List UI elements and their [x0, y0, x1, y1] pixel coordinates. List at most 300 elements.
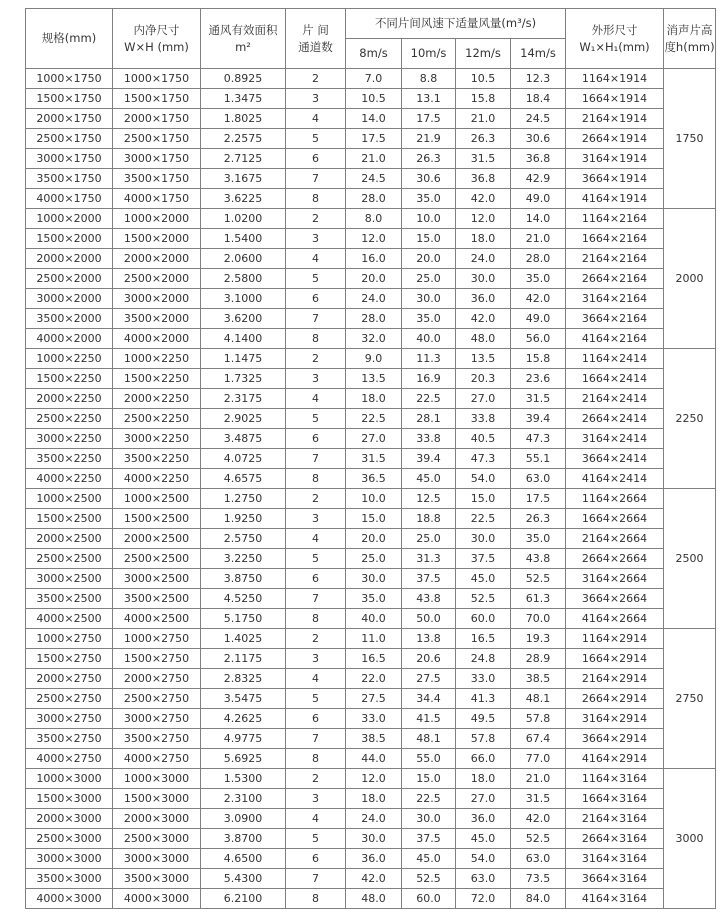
inner-size-cell: 2500×3000 — [113, 829, 201, 849]
airflow-10ms-cell: 20.0 — [402, 249, 456, 269]
header-outer-size — [566, 9, 664, 69]
channels-cell: 7 — [286, 589, 346, 609]
area-cell: 3.2250 — [201, 549, 286, 569]
inner-size-cell: 4000×2000 — [113, 329, 201, 349]
airflow-14ms-cell: 21.0 — [511, 229, 566, 249]
area-cell: 4.6500 — [201, 849, 286, 869]
airflow-8ms-cell: 35.0 — [346, 589, 402, 609]
spec-cell: 4000×2750 — [26, 749, 113, 769]
inner-size-cell: 2000×1750 — [113, 109, 201, 129]
channels-cell: 7 — [286, 729, 346, 749]
table-row — [26, 149, 716, 169]
inner-size-cell: 1000×2250 — [113, 349, 201, 369]
spec-cell: 3000×2750 — [26, 709, 113, 729]
inner-size-cell: 2500×2750 — [113, 689, 201, 709]
area-cell: 1.5400 — [201, 229, 286, 249]
inner-size-cell: 3000×2500 — [113, 569, 201, 589]
outer-size-cell: 4164×2664 — [566, 609, 664, 629]
silencer-height-cell: 2750 — [664, 629, 716, 769]
outer-size-cell: 3164×2664 — [566, 569, 664, 589]
area-cell: 1.1475 — [201, 349, 286, 369]
channels-cell: 5 — [286, 829, 346, 849]
table-row — [26, 409, 716, 429]
spec-cell: 2500×2250 — [26, 409, 113, 429]
table-row — [26, 129, 716, 149]
channels-cell: 4 — [286, 669, 346, 689]
header-area-unit: m² — [235, 39, 251, 54]
airflow-12ms-cell: 15.8 — [456, 89, 511, 109]
header-inner-size — [113, 9, 201, 69]
airflow-14ms-cell: 23.6 — [511, 369, 566, 389]
airflow-10ms-cell: 30.6 — [402, 169, 456, 189]
table-row — [26, 649, 716, 669]
airflow-10ms-cell: 34.4 — [402, 689, 456, 709]
airflow-12ms-cell: 10.5 — [456, 69, 511, 89]
airflow-12ms-cell: 18.0 — [456, 229, 511, 249]
table-row — [26, 469, 716, 489]
area-cell: 4.9775 — [201, 729, 286, 749]
airflow-14ms-cell: 30.6 — [511, 129, 566, 149]
area-cell: 2.1175 — [201, 649, 286, 669]
airflow-12ms-cell: 60.0 — [456, 609, 511, 629]
airflow-8ms-cell: 18.0 — [346, 789, 402, 809]
airflow-10ms-cell: 45.0 — [402, 469, 456, 489]
airflow-8ms-cell: 25.0 — [346, 549, 402, 569]
airflow-14ms-cell: 52.5 — [511, 829, 566, 849]
spec-cell: 3500×2750 — [26, 729, 113, 749]
area-cell: 1.5300 — [201, 769, 286, 789]
inner-size-cell: 2500×1750 — [113, 129, 201, 149]
channels-cell: 4 — [286, 389, 346, 409]
header-inner-size-title: 内净尺寸 — [133, 22, 180, 37]
area-cell: 2.8325 — [201, 669, 286, 689]
inner-size-cell: 3500×2000 — [113, 309, 201, 329]
outer-size-cell: 1164×2914 — [566, 629, 664, 649]
outer-size-cell: 1664×2414 — [566, 369, 664, 389]
airflow-14ms-cell: 31.5 — [511, 389, 566, 409]
airflow-12ms-cell: 57.8 — [456, 729, 511, 749]
airflow-8ms-cell: 11.0 — [346, 629, 402, 649]
outer-size-cell: 4164×1914 — [566, 189, 664, 209]
channels-cell: 3 — [286, 89, 346, 109]
airflow-14ms-cell: 48.1 — [511, 689, 566, 709]
airflow-14ms-cell: 56.0 — [511, 329, 566, 349]
airflow-14ms-cell: 24.5 — [511, 109, 566, 129]
area-cell: 2.0600 — [201, 249, 286, 269]
header-outer-size-unit: W₁×H₁(mm) — [579, 39, 650, 54]
airflow-10ms-cell: 30.0 — [402, 809, 456, 829]
table-row — [26, 569, 716, 589]
airflow-10ms-cell: 22.5 — [402, 789, 456, 809]
table-row — [26, 749, 716, 769]
spec-cell: 3500×2500 — [26, 589, 113, 609]
spec-cell: 3000×3000 — [26, 849, 113, 869]
airflow-8ms-cell: 7.0 — [346, 69, 402, 89]
outer-size-cell: 1164×1914 — [566, 69, 664, 89]
area-cell: 1.0200 — [201, 209, 286, 229]
table-header — [26, 9, 716, 69]
airflow-14ms-cell: 42.0 — [511, 809, 566, 829]
outer-size-cell: 1664×2664 — [566, 509, 664, 529]
airflow-10ms-cell: 25.0 — [402, 269, 456, 289]
airflow-12ms-cell: 42.0 — [456, 189, 511, 209]
outer-size-cell: 3164×3164 — [566, 849, 664, 869]
table-row — [26, 209, 716, 229]
airflow-14ms-cell: 12.3 — [511, 69, 566, 89]
table-row — [26, 609, 716, 629]
airflow-12ms-cell: 47.3 — [456, 449, 511, 469]
inner-size-cell: 3500×2250 — [113, 449, 201, 469]
table-row — [26, 309, 716, 329]
table-row — [26, 269, 716, 289]
airflow-14ms-cell: 49.0 — [511, 189, 566, 209]
area-cell: 3.1675 — [201, 169, 286, 189]
table-row — [26, 829, 716, 849]
spec-cell: 1000×2750 — [26, 629, 113, 649]
airflow-14ms-cell: 26.3 — [511, 509, 566, 529]
airflow-8ms-cell: 20.0 — [346, 269, 402, 289]
airflow-12ms-cell: 24.8 — [456, 649, 511, 669]
airflow-14ms-cell: 35.0 — [511, 529, 566, 549]
airflow-8ms-cell: 27.0 — [346, 429, 402, 449]
channels-cell: 8 — [286, 469, 346, 489]
channels-cell: 8 — [286, 329, 346, 349]
outer-size-cell: 1164×2414 — [566, 349, 664, 369]
table-row — [26, 629, 716, 649]
airflow-14ms-cell: 63.0 — [511, 849, 566, 869]
airflow-10ms-cell: 35.0 — [402, 309, 456, 329]
table-row — [26, 849, 716, 869]
airflow-8ms-cell: 42.0 — [346, 869, 402, 889]
airflow-14ms-cell: 28.9 — [511, 649, 566, 669]
airflow-10ms-cell: 41.5 — [402, 709, 456, 729]
outer-size-cell: 1664×2164 — [566, 229, 664, 249]
airflow-10ms-cell: 16.9 — [402, 369, 456, 389]
airflow-12ms-cell: 33.0 — [456, 669, 511, 689]
channels-cell: 3 — [286, 229, 346, 249]
airflow-14ms-cell: 15.8 — [511, 349, 566, 369]
outer-size-cell: 2664×2414 — [566, 409, 664, 429]
outer-size-cell: 2664×1914 — [566, 129, 664, 149]
airflow-10ms-cell: 15.0 — [402, 229, 456, 249]
spec-cell: 2000×2750 — [26, 669, 113, 689]
airflow-8ms-cell: 14.0 — [346, 109, 402, 129]
channels-cell: 4 — [286, 249, 346, 269]
airflow-12ms-cell: 21.0 — [456, 109, 511, 129]
table-row — [26, 589, 716, 609]
airflow-10ms-cell: 40.0 — [402, 329, 456, 349]
channels-cell: 7 — [286, 169, 346, 189]
area-cell: 3.4875 — [201, 429, 286, 449]
table-row — [26, 249, 716, 269]
header-speed-10: 10m/s — [402, 39, 456, 69]
outer-size-cell: 3664×1914 — [566, 169, 664, 189]
table-row — [26, 509, 716, 529]
airflow-10ms-cell: 33.8 — [402, 429, 456, 449]
outer-size-cell: 3164×2414 — [566, 429, 664, 449]
inner-size-cell: 2000×3000 — [113, 809, 201, 829]
inner-size-cell: 3000×2750 — [113, 709, 201, 729]
airflow-12ms-cell: 30.0 — [456, 529, 511, 549]
airflow-8ms-cell: 9.0 — [346, 349, 402, 369]
airflow-8ms-cell: 28.0 — [346, 309, 402, 329]
airflow-12ms-cell: 48.0 — [456, 329, 511, 349]
header-silencer-height-line2: 度h(mm) — [664, 39, 715, 54]
area-cell: 5.6925 — [201, 749, 286, 769]
spec-cell: 1000×3000 — [26, 769, 113, 789]
airflow-8ms-cell: 17.5 — [346, 129, 402, 149]
inner-size-cell: 2000×2250 — [113, 389, 201, 409]
channels-cell: 2 — [286, 69, 346, 89]
airflow-12ms-cell: 63.0 — [456, 869, 511, 889]
channels-cell: 5 — [286, 549, 346, 569]
channels-cell: 5 — [286, 129, 346, 149]
inner-size-cell: 1000×2500 — [113, 489, 201, 509]
spec-cell: 2000×2250 — [26, 389, 113, 409]
channels-cell: 3 — [286, 649, 346, 669]
area-cell: 4.6575 — [201, 469, 286, 489]
airflow-12ms-cell: 40.5 — [456, 429, 511, 449]
table-row — [26, 709, 716, 729]
airflow-8ms-cell: 10.5 — [346, 89, 402, 109]
table-row — [26, 889, 716, 909]
table-row — [26, 109, 716, 129]
airflow-8ms-cell: 48.0 — [346, 889, 402, 909]
area-cell: 3.6225 — [201, 189, 286, 209]
channels-cell: 7 — [286, 449, 346, 469]
header-channels-line2: 通道数 — [298, 39, 333, 54]
outer-size-cell: 1664×2914 — [566, 649, 664, 669]
outer-size-cell: 1664×1914 — [566, 89, 664, 109]
outer-size-cell: 2664×2164 — [566, 269, 664, 289]
airflow-8ms-cell: 12.0 — [346, 769, 402, 789]
table-body — [26, 69, 716, 909]
outer-size-cell: 1164×3164 — [566, 769, 664, 789]
channels-cell: 3 — [286, 509, 346, 529]
inner-size-cell: 2500×2250 — [113, 409, 201, 429]
airflow-12ms-cell: 36.0 — [456, 809, 511, 829]
outer-size-cell: 3664×3164 — [566, 869, 664, 889]
airflow-12ms-cell: 27.0 — [456, 789, 511, 809]
airflow-14ms-cell: 17.5 — [511, 489, 566, 509]
airflow-10ms-cell: 30.0 — [402, 289, 456, 309]
outer-size-cell: 1164×2164 — [566, 209, 664, 229]
airflow-12ms-cell: 12.0 — [456, 209, 511, 229]
channels-cell: 7 — [286, 309, 346, 329]
spec-cell: 4000×3000 — [26, 889, 113, 909]
spec-cell: 4000×2500 — [26, 609, 113, 629]
inner-size-cell: 3000×3000 — [113, 849, 201, 869]
table-row — [26, 689, 716, 709]
airflow-10ms-cell: 39.4 — [402, 449, 456, 469]
airflow-10ms-cell: 43.8 — [402, 589, 456, 609]
airflow-12ms-cell: 54.0 — [456, 469, 511, 489]
spec-cell: 2500×2500 — [26, 549, 113, 569]
spec-cell: 1500×2000 — [26, 229, 113, 249]
area-cell: 2.7125 — [201, 149, 286, 169]
channels-cell: 5 — [286, 269, 346, 289]
table-row — [26, 769, 716, 789]
airflow-10ms-cell: 28.1 — [402, 409, 456, 429]
area-cell: 3.1000 — [201, 289, 286, 309]
airflow-8ms-cell: 22.0 — [346, 669, 402, 689]
airflow-12ms-cell: 37.5 — [456, 549, 511, 569]
area-cell: 0.8925 — [201, 69, 286, 89]
inner-size-cell: 3000×2250 — [113, 429, 201, 449]
inner-size-cell: 3500×2750 — [113, 729, 201, 749]
outer-size-cell: 1164×2664 — [566, 489, 664, 509]
airflow-14ms-cell: 14.0 — [511, 209, 566, 229]
channels-cell: 6 — [286, 709, 346, 729]
airflow-12ms-cell: 72.0 — [456, 889, 511, 909]
channels-cell: 2 — [286, 209, 346, 229]
airflow-8ms-cell: 12.0 — [346, 229, 402, 249]
airflow-14ms-cell: 70.0 — [511, 609, 566, 629]
channels-cell: 5 — [286, 689, 346, 709]
area-cell: 2.3100 — [201, 789, 286, 809]
airflow-14ms-cell: 28.0 — [511, 249, 566, 269]
outer-size-cell: 2164×3164 — [566, 809, 664, 829]
header-silencer-height — [664, 9, 716, 69]
outer-size-cell: 3664×2914 — [566, 729, 664, 749]
inner-size-cell: 1500×2750 — [113, 649, 201, 669]
area-cell: 4.1400 — [201, 329, 286, 349]
airflow-8ms-cell: 32.0 — [346, 329, 402, 349]
airflow-14ms-cell: 57.8 — [511, 709, 566, 729]
silencer-height-cell: 2500 — [664, 489, 716, 629]
inner-size-cell: 3000×1750 — [113, 149, 201, 169]
airflow-10ms-cell: 26.3 — [402, 149, 456, 169]
table-row — [26, 429, 716, 449]
spec-cell: 2500×3000 — [26, 829, 113, 849]
channels-cell: 2 — [286, 349, 346, 369]
channels-cell: 2 — [286, 629, 346, 649]
airflow-12ms-cell: 54.0 — [456, 849, 511, 869]
area-cell: 4.0725 — [201, 449, 286, 469]
airflow-10ms-cell: 11.3 — [402, 349, 456, 369]
airflow-10ms-cell: 27.5 — [402, 669, 456, 689]
airflow-10ms-cell: 18.8 — [402, 509, 456, 529]
airflow-12ms-cell: 49.5 — [456, 709, 511, 729]
inner-size-cell: 1500×2500 — [113, 509, 201, 529]
airflow-12ms-cell: 15.0 — [456, 489, 511, 509]
spec-cell: 4000×1750 — [26, 189, 113, 209]
airflow-10ms-cell: 17.5 — [402, 109, 456, 129]
airflow-8ms-cell: 30.0 — [346, 569, 402, 589]
table-row — [26, 69, 716, 89]
airflow-12ms-cell: 36.0 — [456, 289, 511, 309]
spec-cell: 2500×2750 — [26, 689, 113, 709]
outer-size-cell: 3164×2164 — [566, 289, 664, 309]
header-silencer-height-line1: 消声片高 — [666, 22, 713, 37]
airflow-14ms-cell: 67.4 — [511, 729, 566, 749]
channels-cell: 8 — [286, 189, 346, 209]
spec-cell: 2500×1750 — [26, 129, 113, 149]
area-cell: 5.1750 — [201, 609, 286, 629]
inner-size-cell: 2000×2000 — [113, 249, 201, 269]
airflow-10ms-cell: 13.1 — [402, 89, 456, 109]
inner-size-cell: 4000×2250 — [113, 469, 201, 489]
airflow-14ms-cell: 47.3 — [511, 429, 566, 449]
airflow-14ms-cell: 31.5 — [511, 789, 566, 809]
area-cell: 5.4300 — [201, 869, 286, 889]
header-outer-size-title: 外形尺寸 — [591, 22, 638, 37]
airflow-8ms-cell: 8.0 — [346, 209, 402, 229]
airflow-8ms-cell: 44.0 — [346, 749, 402, 769]
inner-size-cell: 1500×2000 — [113, 229, 201, 249]
airflow-12ms-cell: 16.5 — [456, 629, 511, 649]
header-speed-12: 12m/s — [456, 39, 511, 69]
channels-cell: 4 — [286, 529, 346, 549]
airflow-14ms-cell: 35.0 — [511, 269, 566, 289]
inner-size-cell: 1000×3000 — [113, 769, 201, 789]
airflow-12ms-cell: 42.0 — [456, 309, 511, 329]
outer-size-cell: 2164×2914 — [566, 669, 664, 689]
outer-size-cell: 3164×2914 — [566, 709, 664, 729]
outer-size-cell: 3664×2664 — [566, 589, 664, 609]
airflow-10ms-cell: 31.3 — [402, 549, 456, 569]
silencer-height-cell: 2250 — [664, 349, 716, 489]
airflow-10ms-cell: 52.5 — [402, 869, 456, 889]
outer-size-cell: 3664×2414 — [566, 449, 664, 469]
outer-size-cell: 3664×2164 — [566, 309, 664, 329]
channels-cell: 8 — [286, 749, 346, 769]
channels-cell: 3 — [286, 789, 346, 809]
table-row — [26, 189, 716, 209]
table-row — [26, 729, 716, 749]
airflow-8ms-cell: 13.5 — [346, 369, 402, 389]
area-cell: 1.8025 — [201, 109, 286, 129]
channels-cell: 2 — [286, 489, 346, 509]
airflow-14ms-cell: 39.4 — [511, 409, 566, 429]
outer-size-cell: 4164×2914 — [566, 749, 664, 769]
area-cell: 1.7325 — [201, 369, 286, 389]
spec-cell: 2000×2000 — [26, 249, 113, 269]
spec-cell: 1000×1750 — [26, 69, 113, 89]
area-cell: 1.3475 — [201, 89, 286, 109]
spec-cell: 3500×3000 — [26, 869, 113, 889]
header-spec: 规格(mm) — [26, 9, 113, 69]
airflow-10ms-cell: 48.1 — [402, 729, 456, 749]
table-row — [26, 529, 716, 549]
channels-cell: 3 — [286, 369, 346, 389]
channels-cell: 2 — [286, 769, 346, 789]
airflow-12ms-cell: 45.0 — [456, 569, 511, 589]
area-cell: 4.2625 — [201, 709, 286, 729]
airflow-10ms-cell: 12.5 — [402, 489, 456, 509]
channels-cell: 6 — [286, 149, 346, 169]
header-channels-line1: 片 间 — [302, 22, 329, 37]
airflow-14ms-cell: 61.3 — [511, 589, 566, 609]
airflow-8ms-cell: 16.0 — [346, 249, 402, 269]
inner-size-cell: 1500×2250 — [113, 369, 201, 389]
airflow-8ms-cell: 36.5 — [346, 469, 402, 489]
inner-size-cell: 2500×2500 — [113, 549, 201, 569]
airflow-10ms-cell: 37.5 — [402, 569, 456, 589]
channels-cell: 5 — [286, 409, 346, 429]
airflow-8ms-cell: 30.0 — [346, 829, 402, 849]
inner-size-cell: 1000×2000 — [113, 209, 201, 229]
inner-size-cell: 4000×2500 — [113, 609, 201, 629]
inner-size-cell: 1500×3000 — [113, 789, 201, 809]
channels-cell: 4 — [286, 809, 346, 829]
spec-cell: 1500×2500 — [26, 509, 113, 529]
table-row — [26, 229, 716, 249]
silencer-height-cell: 3000 — [664, 769, 716, 909]
inner-size-cell: 3500×2500 — [113, 589, 201, 609]
airflow-14ms-cell: 55.1 — [511, 449, 566, 469]
area-cell: 6.2100 — [201, 889, 286, 909]
